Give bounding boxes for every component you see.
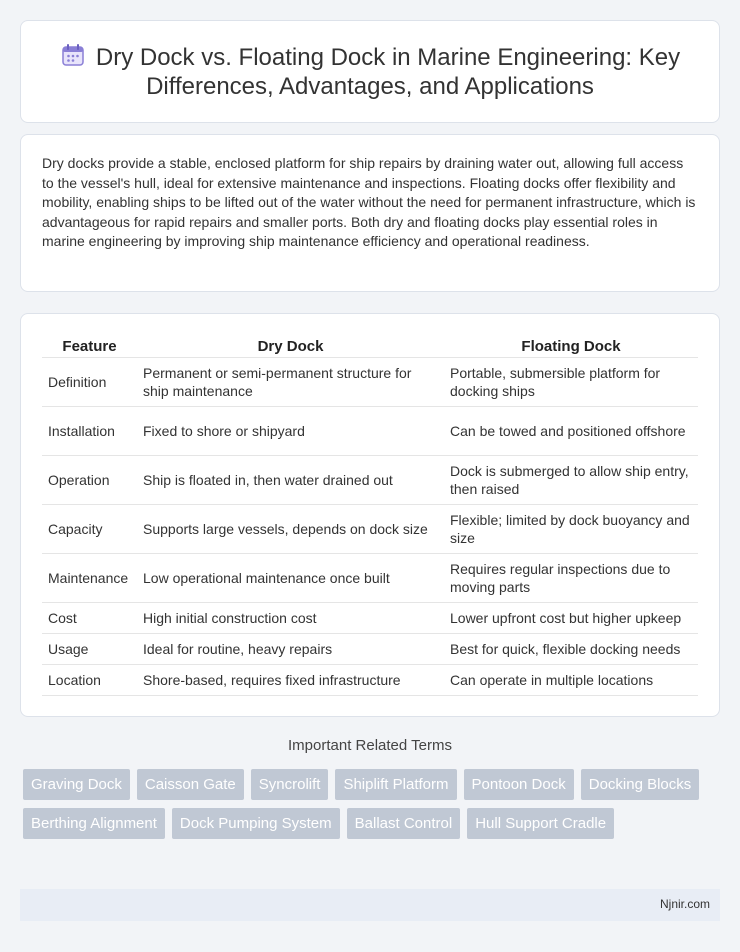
table-row <box>42 358 698 407</box>
dry-dock-cell: Supports large vessels, depends on dock size <box>137 505 444 554</box>
comparison-table <box>42 332 698 696</box>
header-dry-dock: Dry Dock <box>137 332 444 358</box>
term-tag-berthing-alignment[interactable]: Berthing Alignment <box>23 808 165 839</box>
table-row <box>42 554 698 603</box>
table-row <box>42 665 698 696</box>
feature-cell: Capacity <box>42 505 137 554</box>
table-row <box>42 456 698 505</box>
dry-dock-cell: Low operational maintenance once built <box>137 554 444 603</box>
dry-dock-cell: Permanent or semi-permanent structure for ship maintenance <box>137 358 444 407</box>
term-tag-docking-blocks[interactable]: Docking Blocks <box>581 769 700 800</box>
table-row <box>42 634 698 665</box>
term-tag-syncrolift[interactable]: Syncrolift <box>251 769 329 800</box>
title-card <box>20 20 720 123</box>
dry-dock-cell: Ideal for routine, heavy repairs <box>137 634 444 665</box>
term-tag-dock-pumping-system[interactable]: Dock Pumping System <box>172 808 340 839</box>
term-tag-caisson-gate[interactable]: Caisson Gate <box>137 769 244 800</box>
floating-dock-cell: Requires regular inspections due to moving parts <box>444 554 698 603</box>
intro-card <box>20 134 720 292</box>
footer-site-link[interactable]: Njnir.com <box>659 897 710 911</box>
feature-cell: Installation <box>42 407 137 456</box>
feature-cell: Maintenance <box>42 554 137 603</box>
header-feature: Feature <box>42 332 137 358</box>
related-terms-heading: Important Related Terms <box>288 737 452 754</box>
comparison-table-card <box>20 313 720 717</box>
intro-text: Dry docks provide a stable, enclosed platform for ship repairs by draining water out, allowing full access to the vessel's hull, ideal for extensive maintenance and inspections. Floating docks offer flexibility and mobility, enabling ships to be lifted out of the water without the need for permanent infrastructure, which is advantageous for rapid repairs and smaller ports. Both dry and floating docks play essential roles in marine engineering by improving ship maintenance efficiency and operational readiness. <box>42 155 696 250</box>
feature-cell: Operation <box>42 456 137 505</box>
table-row <box>42 407 698 456</box>
feature-cell: Location <box>42 665 137 696</box>
table-row <box>42 505 698 554</box>
floating-dock-cell: Best for quick, flexible docking needs <box>444 634 698 665</box>
term-tag-ballast-control[interactable]: Ballast Control <box>347 808 461 839</box>
term-tag-hull-support-cradle[interactable]: Hull Support Cradle <box>467 808 614 839</box>
page-title: Dry Dock vs. Floating Dock in Marine Engineering: Key Differences, Advantages, and Applications <box>95 44 681 100</box>
feature-cell: Definition <box>42 358 137 407</box>
table-header-row <box>42 332 698 358</box>
header-floating-dock: Floating Dock <box>444 332 698 358</box>
related-terms-list <box>23 769 723 839</box>
term-tag-graving-dock[interactable]: Graving Dock <box>23 769 130 800</box>
floating-dock-cell: Lower upfront cost but higher upkeep <box>444 603 698 634</box>
table-row <box>42 603 698 634</box>
dry-dock-cell: Shore-based, requires fixed infrastructure <box>137 665 444 696</box>
dry-dock-cell: Ship is floated in, then water drained out <box>137 456 444 505</box>
calendar-icon <box>60 42 86 68</box>
dry-dock-cell: High initial construction cost <box>137 603 444 634</box>
feature-cell: Cost <box>42 603 137 634</box>
floating-dock-cell: Portable, submersible platform for docking ships <box>444 358 698 407</box>
page-title-wrap <box>51 42 689 101</box>
floating-dock-cell: Flexible; limited by dock buoyancy and size <box>444 505 698 554</box>
term-tag-shiplift-platform[interactable]: Shiplift Platform <box>335 769 456 800</box>
floating-dock-cell: Dock is submerged to allow ship entry, then raised <box>444 456 698 505</box>
floating-dock-cell: Can be towed and positioned offshore <box>444 407 698 456</box>
term-tag-pontoon-dock[interactable]: Pontoon Dock <box>464 769 574 800</box>
floating-dock-cell: Can operate in multiple locations <box>444 665 698 696</box>
dry-dock-cell: Fixed to shore or shipyard <box>137 407 444 456</box>
feature-cell: Usage <box>42 634 137 665</box>
footer <box>20 889 720 921</box>
